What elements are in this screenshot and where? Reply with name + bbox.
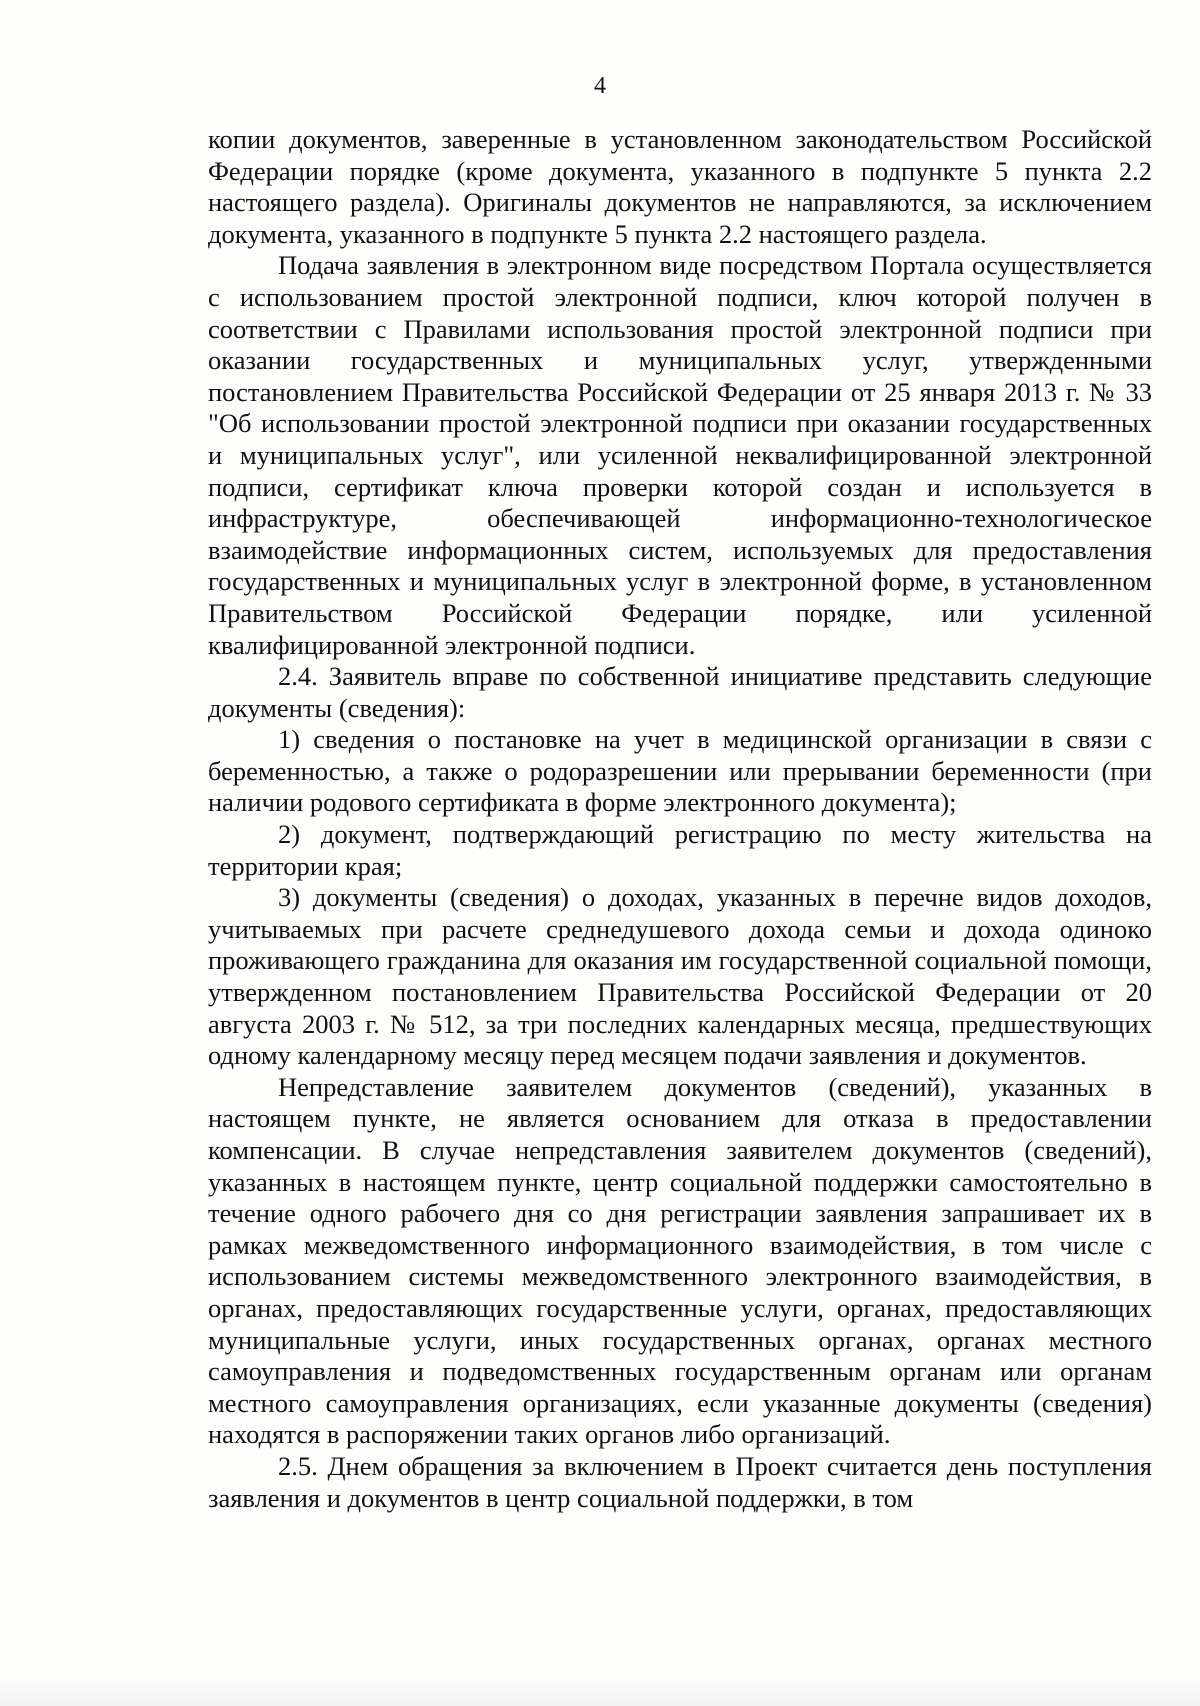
paragraph-electronic-signature: Подача заявления в электронном виде посредством Портала осуществляется с использованием простой электронной подписи, ключ которой получен в соответствии с Правилами использования простой электронной подписи при оказании государственных и муниципальных услуг, утвержденными постановлением Правительства Российской Федерации от 25 января 2013 г. № 33 "Об использовании простой электронной подписи при оказании государственных и муниципальных услуг", или усиленной неквалифицированной электронной подписи, сертификат ключа проверки которой создан и используется в инфраструктуре, обеспечивающей информационно-технологическое взаимодействие информационных систем, используемых для предоставления государственных и муниципальных услуг в электронной форме, в установленном Правительством Российской Федерации порядке, или усиленной квалифицированной электронной подписи. (208, 250, 1152, 660)
paragraph-item-2: 2) документ, подтверждающий регистрацию по месту жительства на территории края; (208, 819, 1152, 881)
scan-edge-shadow (0, 1676, 1200, 1706)
paragraph-copies-of-documents: копии документов, заверенные в установленном законодательством Российской Федерации порядке (кроме документа, указанного в подпункте 5 пункта 2.2 настоящего раздела). Оригиналы документов не направляются, за исключением документа, указанного в подпункте 5 пункта 2.2 настоящего раздела. (208, 124, 1152, 249)
paragraph-clause-2-5: 2.5. Днем обращения за включением в Проект считается день поступления заявления и документов в центр социальной поддержки, в том (208, 1450, 1152, 1513)
page-number: 4 (594, 73, 606, 99)
document-body (208, 124, 1152, 1514)
paragraph-clause-2-4: 2.4. Заявитель вправе по собственной инициативе представить следующие документы (сведения): (208, 661, 1152, 723)
paragraph-item-3: 3) документы (сведения) о доходах, указанных в перечне видов доходов, учитываемых при расчете среднедушевого дохода семьи и дохода одиноко проживающего гражданина для оказания им государственной социальной помощи, утвержденном постановлением Правительства Российской Федерации от 20 августа 2003 г. № 512, за три последних календарных месяца, предшествующих одному календарному месяцу перед месяцем подачи заявления и документов. (208, 882, 1152, 1071)
paragraph-non-submission: Непредставление заявителем документов (сведений), указанных в настоящем пункте, не является основанием для отказа в предоставлении компенсации. В случае непредставления заявителем документов (сведений), указанных в настоящем пункте, центр социальной поддержки самостоятельно в течение одного рабочего дня со дня регистрации заявления запрашивает их в рамках межведомственного информационного взаимодействия, в том числе с использованием системы межведомственного электронного взаимодействия, в органах, предоставляющих государственные услуги, органах, предоставляющих муниципальные услуги, иных государственных органах, органах местного самоуправления и подведомственных государственным органам или органам местного самоуправления организациях, если указанные документы (сведения) находятся в распоряжении таких органов либо организаций. (208, 1071, 1152, 1450)
paragraph-item-1: 1) сведения о постановке на учет в медицинской организации в связи с беременностью, а также о родоразрешении или прерывании беременности (при наличии родового сертификата в форме электронного документа); (208, 724, 1152, 818)
